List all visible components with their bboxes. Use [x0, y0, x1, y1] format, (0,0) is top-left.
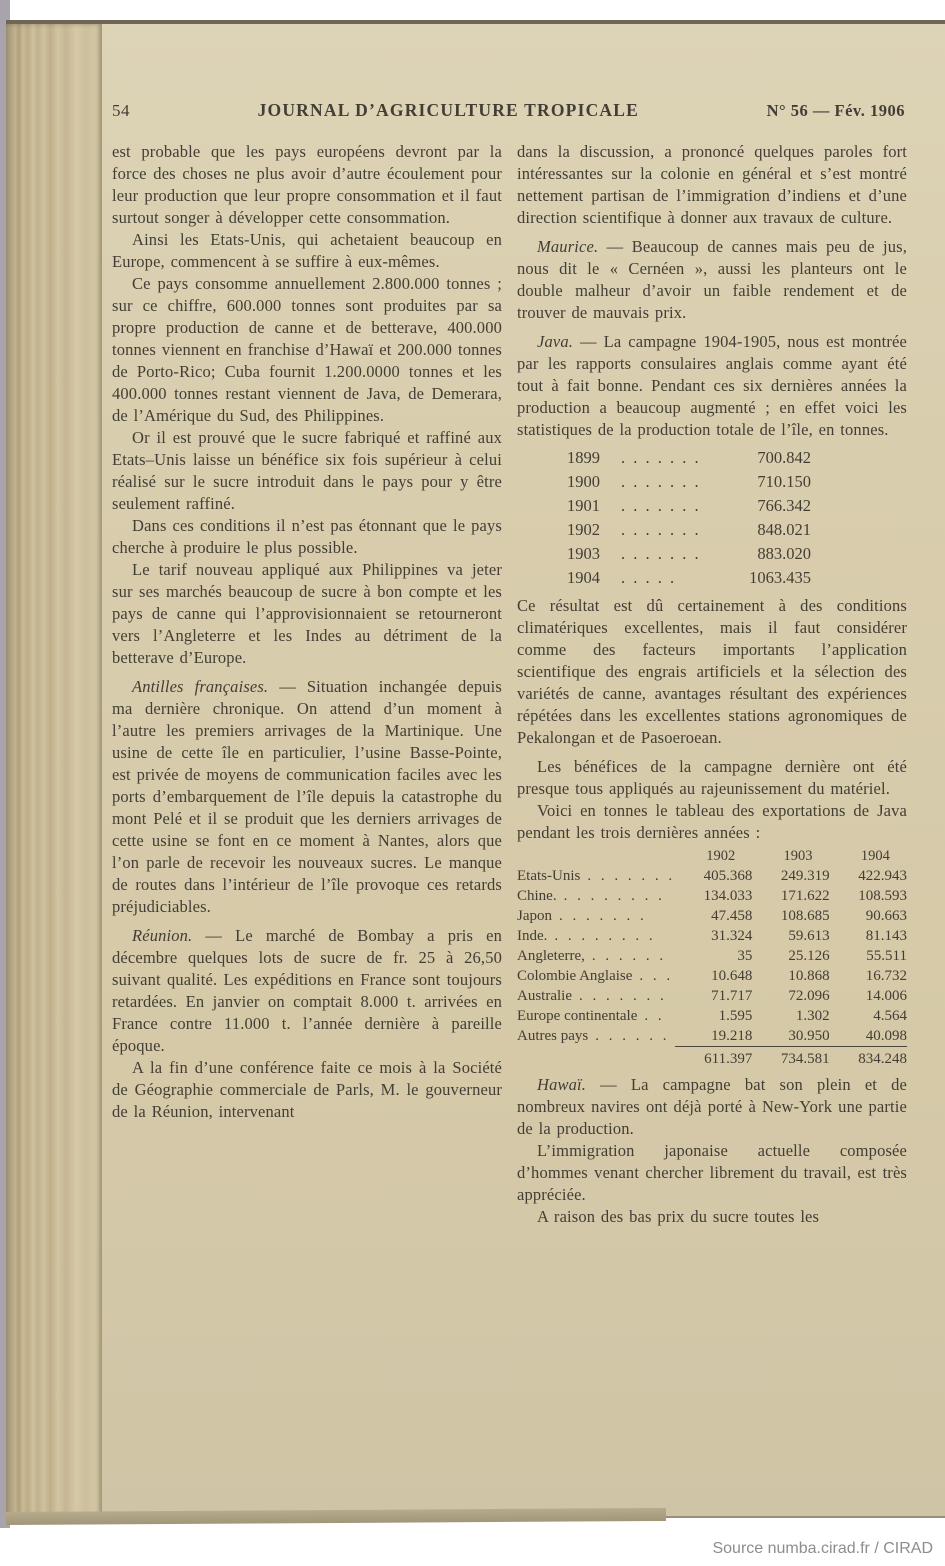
dot-leader: . . . . . . . [578, 988, 667, 1004]
java-export-table [517, 847, 907, 1069]
dot-leader: . . [644, 1008, 665, 1024]
dot-leader: . . . . . [621, 568, 677, 587]
section-lead: Réunion. [132, 926, 193, 945]
scan-source-credit: Source numba.cirad.fr / CIRAD [712, 1540, 933, 1557]
table-header-row [517, 847, 907, 866]
production-row: 1900 . . . . . . . 710.150 [567, 470, 811, 494]
table-row: Etats-Unis . . . . . . . 405.368 249.319 422.943 [517, 868, 907, 884]
table-row: Autres pays . . . . . . 19.218 30.950 40.098 [517, 1028, 907, 1045]
paragraph: dans la discussion, a prononcé quelques paroles fort intéressantes sur la colonie en général et s’est montré nettement partisan de l’immigration d’indiens et d’une direction scientifique à donner aux travaux de culture. [517, 142, 907, 227]
dot-leader: . . . . . . . . [563, 888, 665, 904]
dot-leader: . . . . . . . [587, 868, 676, 884]
paragraph: A raison des bas prix du sucre toutes les [537, 1207, 820, 1226]
dot-leader: . . . [639, 968, 674, 984]
table-row: Chine. . . . . . . . . 134.033 171.622 108.593 [517, 888, 907, 904]
page-header [112, 100, 905, 121]
year-header: 1902 [706, 848, 736, 864]
section-lead: Java. [537, 332, 574, 351]
section-lead: Hawaï. [537, 1075, 587, 1094]
text-columns [112, 141, 907, 1228]
table-row: Angleterre, . . . . . . 35 25.126 55.511 [517, 948, 907, 964]
table-totals-row: 611.397 734.581 834.248 [517, 1047, 907, 1070]
production-row: 1899 . . . . . . . 700.842 [567, 446, 811, 470]
table-row: Europe continentale . . 1.595 1.302 4.564 [517, 1008, 907, 1024]
section-hawai: Hawaï. — La campagne bat son plein et de nombreux navires ont déjà porté à New-York une partie de la production. [517, 1075, 907, 1138]
issue-label: N° 56 — Fév. 1906 [766, 101, 905, 120]
paragraph: A la fin d’une conférence faite ce mois à la Société de Géographie commerciale de Parls, M. le gouverneur de la Réunion, intervenant [112, 1058, 502, 1121]
left-column [112, 141, 502, 1228]
book-spine-edges [6, 24, 102, 1516]
production-row: 1903 . . . . . . . 883.020 [567, 542, 811, 566]
java-production-list [567, 446, 907, 590]
section-reunion: Réunion. — Le marché de Bombay a pris en décembre quelques lots de sucre de fr. 25 à 26,50 suivant qualité. Les expéditions en France sont toujours retardées. En janvier on comptait 8.000 t. arrivées en France contre 11.000 t. l’année dernière à pareille époque. [112, 926, 502, 1055]
year-header: 1903 [783, 848, 813, 864]
right-column [517, 141, 907, 1228]
dot-leader: . . . . . . . . [554, 928, 656, 944]
page-number: 54 [112, 101, 130, 120]
paragraph: Ainsi les Etats-Unis, qui achetaient beaucoup en Europe, commencent à se suffire à eux-mêmes. [112, 230, 502, 271]
paragraph: Ce pays consomme annuellement 2.800.000 tonnes ; sur ce chiffre, 600.000 tonnes sont produites par sa propre production de canne et de betterave, 400.000 tonnes viennent en franchise d’Hawaï et 200.000 tonnes de Porto-Rico; Cuba fournit 1.200.0000 tonnes et les 400.000 tonnes restant viennent de Java, de Demerara, de l’Amérique du Sud, des Philippines. [112, 274, 502, 425]
table-row: Colombie Anglaise . . . 10.648 10.868 16.732 [517, 968, 907, 984]
year-header: 1904 [860, 848, 890, 864]
section-lead: Antilles françaises. [132, 677, 269, 696]
section-antilles-francaises: Antilles françaises. — Situation inchangée depuis ma dernière chronique. On attend d’un moment à l’autre les premiers arrivages de la Martinique. Une usine de cette île en particulier, l’usine Basse-Pointe, est privée de moyens de communication faciles avec les ports d’embarquement de l’île depuis la catastrophe du mont Pelé et il se produit que les derniers arrivages de cette usine se font en ce moment à Nantes, alors que l’on parle de recevoir les nouveaux sucres. Le manque de routes dans l’intérieur de l’île provoque ces retards préjudiciables. [112, 677, 502, 916]
section-maurice: Maurice. — Beaucoup de cannes mais peu de jus, nous dit le « Cernéen », aussi les planteurs ont le double malheur d’avoir un faible rendement et de trouver de mauvais prix. [517, 237, 907, 322]
paragraph: Les bénéfices de la campagne dernière ont été presque tous appliqués au rajeunissement du matériel. [517, 757, 907, 798]
table-row: Australie . . . . . . . 71.717 72.096 14.006 [517, 988, 907, 1004]
production-row: 1902 . . . . . . . 848.021 [567, 518, 811, 542]
dot-leader: . . . . . . [595, 1028, 670, 1045]
paragraph: L’immigration japonaise actuelle composée d’hommes venant chercher librement du travail, est très appréciée. [517, 1141, 907, 1204]
paragraph: Le tarif nouveau appliqué aux Philippines va jeter sur ses marchés beaucoup de sucre à bon compte et les pays de canne qui l’approvisionnaient se retourneront vers l’Angleterre et les Indes au détriment de la betterave d’Europe. [112, 560, 502, 667]
page-bottom-edge [6, 1508, 666, 1525]
dot-leader: . . . . . . . [559, 908, 647, 924]
dot-leader: . . . . . . . [621, 520, 701, 539]
table-row: Japon . . . . . . . 47.458 108.685 90.663 [517, 908, 907, 924]
production-row: 1904 . . . . . 1063.435 [567, 566, 811, 590]
table-row: Inde. . . . . . . . . 31.324 59.613 81.143 [517, 928, 907, 944]
dot-leader: . . . . . . . [621, 448, 701, 467]
paragraph: Voici en tonnes le tableau des exportations de Java pendant les trois dernières années : [517, 801, 907, 842]
section-java: Java. — La campagne 1904-1905, nous est montrée par les rapports consulaires anglais comme ayant été tout à fait bonne. Pendant ces six dernières années la production a beaucoup augmenté ; en effet voici les statistiques de la production totale de l’île, en tonnes. [517, 332, 907, 439]
paragraph: Ce résultat est dû certainement à des conditions climatériques excellentes, mais il faut considérer comme des facteurs importants l’application scientifique des engrais artificiels et la sélection des variétés de canne, avantages résultant des expériences répétées dans les excellentes stations agronomiques de Pekalongan et de Pasoeroean. [517, 596, 907, 747]
paragraph: Or il est prouvé que le sucre fabriqué et raffiné aux Etats–Unis laisse un bénéfice six fois supérieur à celui réalisé sur le sucre introduit dans le pays pour y être seulement raffiné. [112, 428, 502, 513]
production-row: 1901 . . . . . . . 766.342 [567, 494, 811, 518]
journal-title: JOURNAL D’AGRICULTURE TROPICALE [257, 100, 640, 120]
paragraph: est probable que les pays européens devront par la force des choses ne plus avoir d’autre écoulement pour leur production que leur propre consommation et il faut surtout songer à développer cette consommation. [112, 142, 502, 227]
paragraph: Dans ces conditions il n’est pas étonnant que le pays cherche à produire le plus possible. [112, 516, 502, 557]
dot-leader: . . . . . . [591, 948, 667, 964]
dot-leader: . . . . . . . [621, 544, 701, 563]
dot-leader: . . . . . . . [621, 472, 701, 491]
section-lead: Maurice. [537, 237, 599, 256]
dot-leader: . . . . . . . [621, 496, 701, 515]
